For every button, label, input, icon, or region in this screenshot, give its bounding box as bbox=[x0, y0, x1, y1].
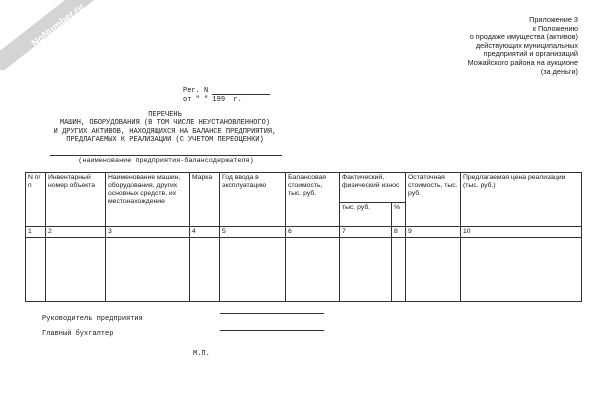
watermark-text: NoNumber.ru bbox=[29, 1, 87, 50]
table-cell[interactable] bbox=[220, 238, 286, 302]
column-number: 8 bbox=[392, 227, 406, 238]
column-number: 2 bbox=[46, 227, 106, 238]
column-number: 1 bbox=[26, 227, 46, 238]
appendix-line: о продаже имущества (активов) bbox=[469, 32, 578, 42]
reg-number-field[interactable] bbox=[212, 86, 270, 95]
column-number: 3 bbox=[106, 227, 190, 238]
table-cell[interactable] bbox=[392, 238, 406, 302]
title-line: МАШИН, ОБОРУДОВАНИЯ (В ТОМ ЧИСЛЕ НЕУСТАНОВЛЕННОГО) bbox=[59, 119, 271, 128]
header-cell: Год ввода в эксплуатацию bbox=[220, 173, 286, 227]
appendix-line: Приложение 3 bbox=[529, 15, 578, 24]
organization-name-field[interactable] bbox=[50, 155, 282, 156]
watermark bbox=[0, 0, 110, 70]
table-cell[interactable] bbox=[190, 238, 220, 302]
table-cell[interactable] bbox=[340, 238, 392, 302]
appendix-line: Можайского района на аукционе bbox=[467, 57, 578, 67]
table-cell[interactable] bbox=[461, 238, 582, 302]
date-prefix: от " bbox=[183, 96, 200, 104]
head-signature-label: Руководитель предприятия bbox=[42, 315, 143, 323]
table-cell[interactable] bbox=[406, 238, 461, 302]
header-cell: Фактический, физический износ bbox=[340, 173, 406, 203]
title-line: И ДРУГИХ АКТИВОВ, НАХОДЯЩИХСЯ НА БАЛАНСЕ ПРЕДПРИЯТИЯ, bbox=[53, 127, 277, 136]
header-cell: % bbox=[392, 203, 406, 227]
document-title bbox=[40, 111, 290, 144]
date-year-field[interactable] bbox=[225, 96, 229, 104]
column-number: 7 bbox=[340, 227, 392, 238]
date-suffix: г. bbox=[233, 96, 242, 104]
table-header-row bbox=[26, 173, 582, 203]
accountant-signature-field[interactable] bbox=[220, 330, 324, 331]
title-line: ПЕРЕЧЕНЬ bbox=[148, 111, 182, 119]
header-cell: N п/п bbox=[26, 173, 46, 227]
date-quote: " bbox=[204, 96, 209, 104]
head-signature-field[interactable] bbox=[220, 313, 324, 314]
organization-caption: (наименование предприятия-балансодержателя) bbox=[78, 157, 254, 165]
header-cell: Остаточная стоимость, тыс. руб. bbox=[406, 173, 461, 227]
header-cell: Наименование машин, оборудования, других основных средств, их местонахождение bbox=[106, 173, 190, 227]
header-cell: тыс. руб. bbox=[340, 203, 392, 227]
column-number: 5 bbox=[220, 227, 286, 238]
header-cell: Инвентарный номер объекта bbox=[46, 173, 106, 227]
column-number-row bbox=[26, 227, 582, 238]
assets-table bbox=[25, 172, 582, 302]
appendix-line: к Положению bbox=[532, 23, 578, 33]
appendix-line: действующих муниципальных bbox=[475, 40, 578, 50]
table-cell[interactable] bbox=[106, 238, 190, 302]
header-cell: Балансовая стоимость, тыс. руб. bbox=[286, 173, 340, 227]
column-number: 9 bbox=[406, 227, 461, 238]
registration-number bbox=[183, 86, 270, 95]
header-cell: Предлагаемая цена реализации (тыс. руб.) bbox=[461, 173, 582, 227]
appendix-line: предприятий и организаций bbox=[483, 49, 578, 59]
appendix-line: (за деньги) bbox=[540, 66, 578, 76]
registration-date bbox=[183, 96, 242, 104]
stamp-place: М.П. bbox=[193, 350, 210, 358]
column-number: 6 bbox=[286, 227, 340, 238]
title-line: ПРЕДЛАГАЕМЫХ К РЕАЛИЗАЦИИ (С УЧЕТОМ ПЕРЕОЦЕНКИ) bbox=[66, 135, 264, 144]
date-year-prefix: 199 bbox=[212, 96, 226, 104]
column-number: 4 bbox=[190, 227, 220, 238]
table-cell[interactable] bbox=[46, 238, 106, 302]
header-cell: Марка bbox=[190, 173, 220, 227]
reg-label: Рег. N bbox=[183, 87, 209, 95]
table-cell[interactable] bbox=[286, 238, 340, 302]
table-cell[interactable] bbox=[26, 238, 46, 302]
table-row bbox=[26, 238, 582, 302]
appendix-note bbox=[440, 16, 578, 76]
column-number: 10 bbox=[461, 227, 582, 238]
accountant-signature-label: Главный бухгалтер bbox=[42, 330, 114, 338]
